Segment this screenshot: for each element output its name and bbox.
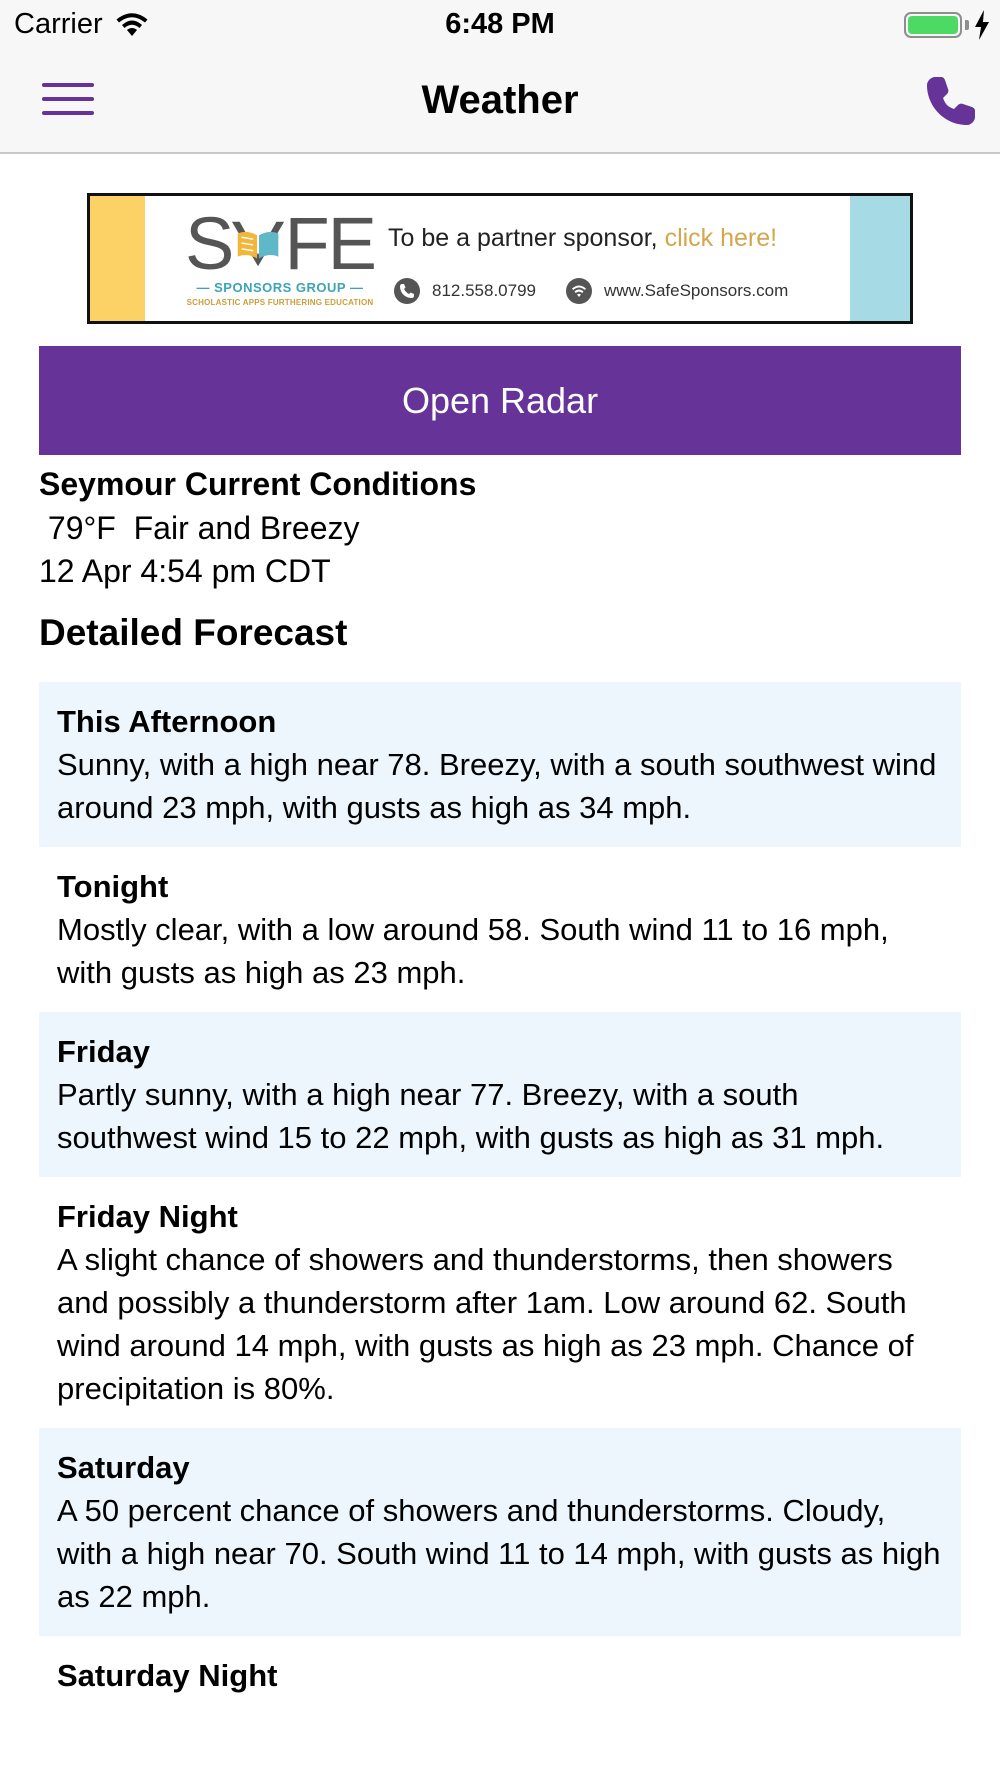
page-title: Weather — [421, 78, 579, 122]
battery-icon — [904, 12, 962, 38]
open-radar-button[interactable]: Open Radar — [39, 346, 961, 455]
banner-phone-number: 812.558.0799 — [432, 281, 536, 300]
status-time: 6:48 PM — [445, 8, 555, 40]
phone-icon — [394, 278, 420, 304]
banner-website: www.SafeSponsors.com — [604, 281, 789, 300]
forecast-item — [39, 682, 961, 847]
battery-tip — [965, 20, 969, 30]
sponsor-banner[interactable] — [87, 193, 913, 324]
forecast-item — [39, 1177, 961, 1428]
forecast-item — [39, 1012, 961, 1177]
logo-subtitle: — SPONSORS GROUP — — [196, 280, 364, 295]
current-conditions-timestamp: 12 Apr 4:54 pm CDT — [39, 553, 331, 589]
forecast-item — [39, 1428, 961, 1636]
banner-left-stripe — [90, 196, 145, 321]
navigation-bar — [0, 50, 1000, 154]
forecast-period-name: Friday Night — [57, 1199, 238, 1234]
status-bar — [0, 0, 1000, 50]
forecast-item — [39, 847, 961, 1012]
forecast-period-text: Sunny, with a high near 78. Breezy, with a south southwest wind around 23 mph, with gusts as high as 34 mph. — [57, 747, 937, 825]
current-conditions-title: Seymour Current Conditions — [39, 466, 477, 502]
forecast-period-name: Tonight — [57, 869, 169, 904]
charging-bolt-icon — [974, 10, 990, 40]
logo-tagline: SCHOLASTIC APPS FURTHERING EDUCATION — [186, 298, 374, 307]
phone-call-icon[interactable] — [924, 74, 978, 128]
logo-letters-fe: FE — [284, 202, 375, 285]
forecast-period-text: A slight chance of showers and thunderstorms, then showers and possibly a thunderstorm after 1am. Low around 62. South wind around 14 mph, with gusts as high as 23 mph. Chance of precipitation is 80%. — [57, 1242, 914, 1406]
forecast-period-text: Partly sunny, with a high near 77. Breezy, with a south southwest wind 15 to 22 mph, with gusts as high as 31 mph. — [57, 1077, 885, 1155]
banner-right-stripe — [850, 196, 910, 321]
forecast-item — [39, 1636, 961, 1715]
forecast-period-name: Saturday Night — [57, 1658, 278, 1693]
banner-headline — [388, 224, 777, 253]
current-conditions-temperature: 79°F Fair and Breezy — [39, 510, 360, 546]
open-book-icon — [230, 219, 286, 269]
wifi-web-icon — [566, 278, 592, 304]
safe-sponsors-logo — [185, 204, 375, 314]
banner-contact-row — [394, 278, 788, 304]
forecast-period-name: This Afternoon — [57, 704, 277, 739]
banner-click-here-link[interactable]: click here! — [664, 224, 778, 252]
forecast-period-text: Mostly clear, with a low around 58. South wind 11 to 16 mph, with gusts as high as 23 mph. — [57, 912, 889, 990]
forecast-period-name: Saturday — [57, 1450, 190, 1485]
forecast-list — [39, 682, 961, 1715]
forecast-period-name: Friday — [57, 1034, 151, 1069]
logo-letters-s: S — [185, 202, 233, 285]
detailed-forecast-title: Detailed Forecast — [39, 612, 348, 653]
forecast-period-text: A 50 percent chance of showers and thunderstorms. Cloudy, with a high near 70. South wind 11 to 14 mph, with gusts as high as 22 mph. — [57, 1493, 941, 1614]
banner-text: To be a partner sponsor, — [388, 224, 665, 252]
carrier-text: Carrier — [14, 8, 103, 40]
